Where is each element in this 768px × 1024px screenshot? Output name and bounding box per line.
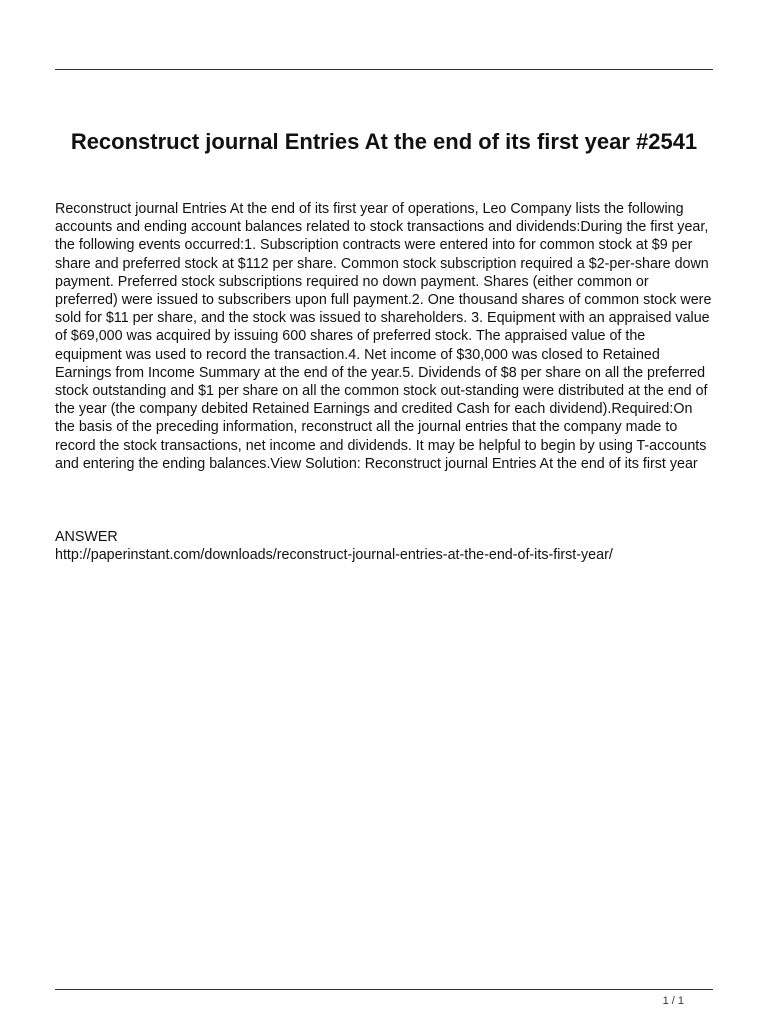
answer-link[interactable]: http://paperinstant.com/downloads/reconstruct-journal-entries-at-the-end-of-its-first-year/ bbox=[55, 547, 613, 563]
page-number: 1 / 1 bbox=[662, 995, 684, 1007]
document-title: Reconstruct journal Entries At the end of its first year #2541 bbox=[70, 129, 698, 154]
document-body: Reconstruct journal Entries At the end of its first year of operations, Leo Company lists the following accounts and ending account balances related to stock transactions and dividends:During the first year, the following events occurred:1. Subscription contracts were entered into for common stock at $9 per share and preferred stock at $112 per share. Common stock subscription required a $2-per-share down payment. Preferred stock subscriptions required no down payment. Shares (either common or preferred) were issued to subscribers upon full payment.2. One thousand shares of common stock were sold for $11 per share, and the stock was issued to shareholders. 3. Equipment with an appraised value of $69,000 was acquired by issuing 600 shares of preferred stock. The appraised value of the equipment was used to record the transaction.4. Net income of $30,000 was closed to Retained Earnings from Income Summary at the end of the year.5. Dividends of $8 per share on all the preferred stock outstanding and $1 per share on all the common stock out-standing were distributed at the end of the year (the company debited Retained Earnings and credited Cash for each dividend).Required:On the basis of the preceding information, reconstruct all the journal entries that the company made to record the stock transactions, net income and dividends. It may be helpful to begin by using T-accounts and entering the ending balances.View Solution: Reconstruct journal Entries At the end of its first year bbox=[55, 201, 712, 472]
answer-label: ANSWER bbox=[55, 529, 118, 545]
header-divider bbox=[55, 69, 713, 70]
footer-divider bbox=[55, 989, 713, 990]
